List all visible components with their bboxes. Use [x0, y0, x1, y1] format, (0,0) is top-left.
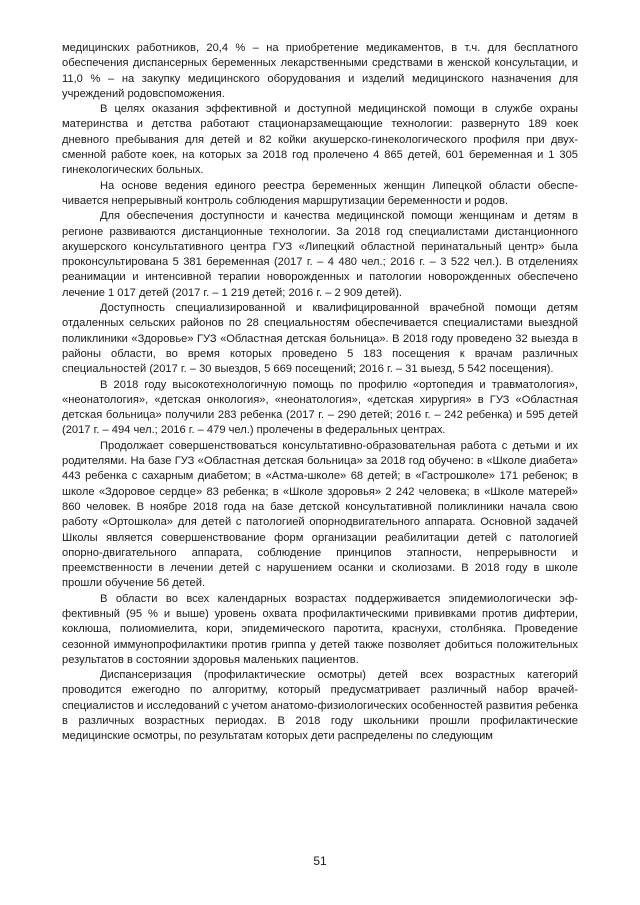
page-number: 51	[313, 854, 327, 868]
paragraph-inpatient-substitution: В целях оказания эффективной и доступной медицинской помощи в службе охраны материнства и детства работают стационарзамещающие технологии: развернуто 189 коек дневного пребывания для детей и 82 койки акушерско-гинекологического профиля при двухсменной работе коек, на которых за 2018 год пролечено 4 865 детей, 601 беременная и 1 305 гинекологических больных.	[62, 103, 578, 177]
paragraph-funding: медицинских работников, 20,4 % – на приобретение медикаментов, в т.ч. для бесплатного обеспечения диспансерных беременных лекарственными средствами в женской консультации, и 11,0 % – на закупку медицинского оборудования и изделий медицинского назначения для учреждений родовспоможения.	[62, 42, 578, 100]
paragraph-education-schools: Продолжает совершенствоваться консультативно-образовательная работа с детьми и их родителями. На базе ГУЗ «Областная детская больница» за 2018 год обучено: в «Школе диабета» 443 ребенка с сахарным диабетом; в «Астма-школе» 68 детей; в «Гастрошколе» 171 ребенок; в школе «Здоровое сердце» 83 ребенка; в «Школе здоровья» 2 242 человека; в «Школе матерей» 860 человек. В ноябре 2018 года на базе детской консультативной поликлиники начала свою работу «Ортошкола» для детей с патологией опорнодвигательного аппарата. Основной задачей Школы является совершенствование форм организации реабилитации детей с патологией опорно-двигательного аппарата, соблюдение принципов этапности, непрерывности и преемственности в лечении детей с нарушением осанки и сколиозами. В 2018 году в школе прошли обучение 56 детей.	[62, 439, 578, 590]
page-body	[62, 41, 578, 745]
paragraph-high-tech-care: В 2018 году высокотехнологичную помощь по профилю «ортопедия и травматология», «неонатология», «детская онкология», «неонатология», «детская хирургия» в ГУЗ «Областная детская больница» получили 283 ребенка (2017 г. – 290 детей; 2016 г. – 242 ребенка) и 595 детей (2017 г. – 494 чел.; 2016 г. – 479 чел.) пролечены в федеральных центрах.	[62, 378, 578, 437]
paragraph-mobile-clinic: Доступность специализированной и квалифицированной врачебной помощи детям отдаленных сельских районов по 28 специальностям обеспечивается специалистами выездной поликлиники «Здоровье» ГУЗ «Областная детская больница». В 2018 году проведено 32 выезда в районы области, во время которых проведено 5 183 посещения к врачам различных специальностей (2017 г. – 30 выездов, 5 669 посещений; 2016 г. – 31 выезд, 5 542 посещения).	[62, 302, 578, 376]
paragraph-vaccination: В области во всех календарных возрастах поддерживается эпидемиологически эффективный (95 % и выше) уровень охвата профилактическими прививками против дифтерии, коклюша, полиомиелита, кори, эпидемического паротита, краснухи, столбняка. Проведение сезонной иммунопрофилактики против гриппа у детей также позволяет добиться положительных результатов в состоянии здоровья маленьких пациентов.	[62, 592, 578, 666]
paragraph-remote-technologies: Для обеспечения доступности и качества медицинской помощи женщинам и детям в регионе развиваются дистанционные технологии. За 2018 год специалистами дистанционного акушерского консультативного центра ГУЗ «Липецкий областной перинатальный центр» была проконсультирована 5 381 беременная (2017 г. – 4 480 чел.; 2016 г. – 3 522 чел.). В отделениях реанимации и интенсивной терапии новорожденных и патологии новорожденных обеспечено лечение 1 017 детей (2017 г. – 1 219 детей; 2016 г. – 2 909 детей).	[62, 210, 578, 299]
paragraph-dispensarization: Диспансеризация (профилактические осмотры) детей всех возрастных категорий проводится ежегодно по алгоритму, который предусматривает различный набор врачей-специалистов и исследований с учетом анатомо-физиологических особенностей развития ребенка в различных возрастных периодах. В 2018 году школьники прошли профилактические медицинские осмотры, по результатам которых дети распределены по следующим	[62, 669, 578, 743]
paragraph-pregnancy-registry: На основе ведения единого реестра беременных женщин Липецкой области обеспечивается непрерывный контроль соблюдения маршрутизации беременности и родов.	[62, 179, 578, 207]
